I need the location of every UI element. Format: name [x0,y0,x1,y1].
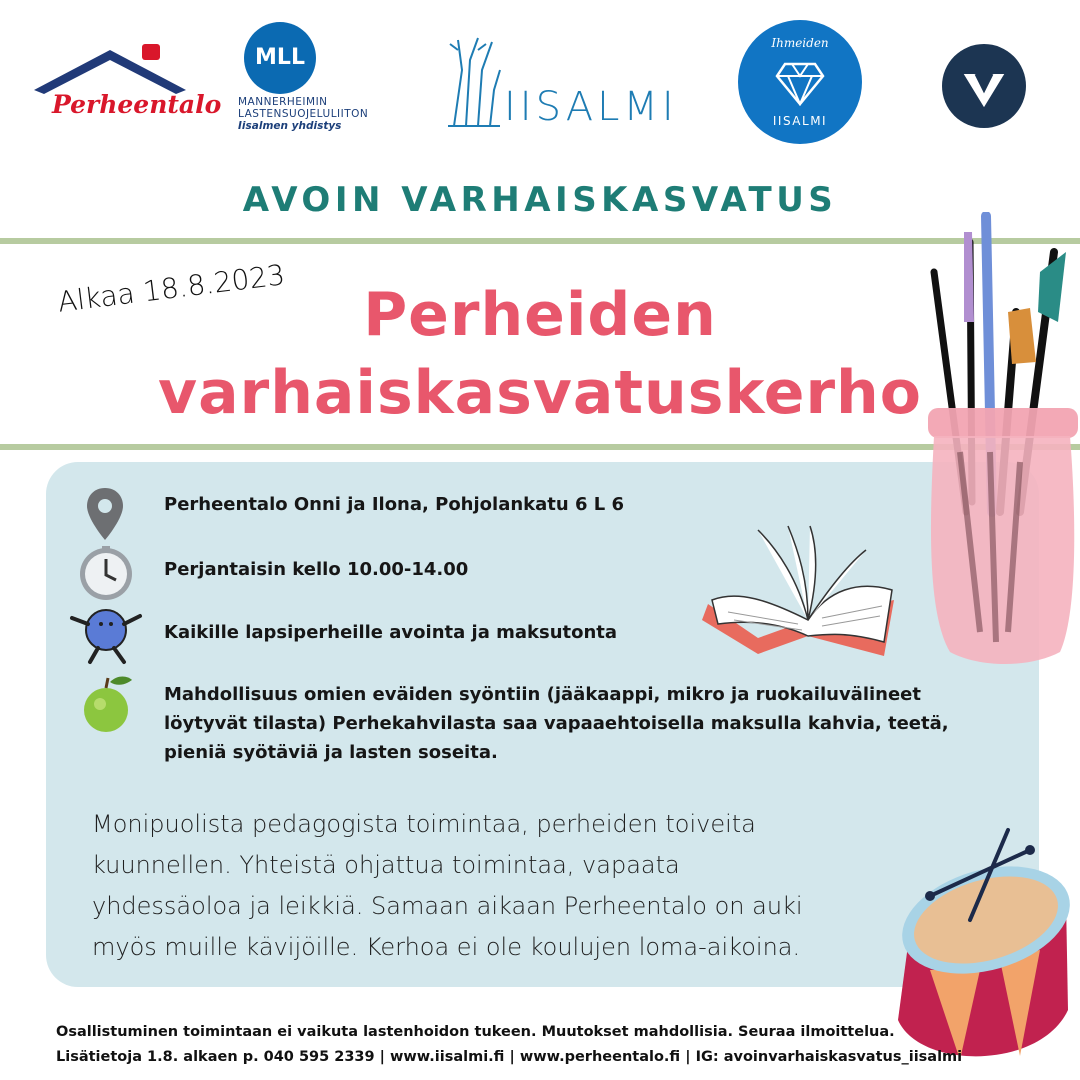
info-audience: Kaikille lapsiperheille avointa ja maksutonta [164,622,618,643]
mll-text [238,96,398,132]
section-subtitle: AVOIN VARHAISKASVATUS [242,180,838,220]
book-illustration [698,520,908,665]
mll-logo [238,20,388,140]
divider-bottom [0,444,1080,450]
clock-icon [78,546,134,602]
info-time: Perjantaisin kello 10.00-14.00 [164,559,469,580]
diamond-icon [775,62,825,106]
location-pin-icon [84,486,126,542]
description [92,804,882,968]
iisalmi-tree-icon [444,30,504,130]
iisalmi-logo [444,30,684,140]
mll-line1: MANNERHEIMIN [238,96,328,108]
info-location: Perheentalo Onni ja Ilona, Pohjolankatu 6 L 6 [164,494,625,515]
ihmeiden-text: Ihmeiden [771,36,829,50]
title-line1: Perheiden [363,280,717,350]
iisalmi-wordmark: IISALMI [504,84,678,130]
description-line3: yhdessäoloa ja leikkiä. Samaan aikaan Perheentalo on auki [92,892,803,920]
description-line4: myös muille kävijöille. Kerhoa ei ole koulujen loma-aikoina. [92,933,801,961]
footer-line1: Osallistuminen toimintaan ei vaikuta lastenhoidon tukeen. Muutokset mahdollisia. Seuraa ilmoittelua. [56,1024,895,1040]
footer [56,1020,962,1070]
info-food-line3: pieniä syötäviä ja lasten soseita. [164,742,498,763]
veikkaus-v-icon [942,44,1026,128]
veikkaus-logo [942,44,1026,128]
start-date: Alkaa 18.8.2023 [56,258,287,319]
page-title [140,276,940,432]
perheentalo-wordmark: Perheentalo [52,90,222,119]
description-line2: kuunnellen. Yhteistä ohjattua toimintaa, vapaata [92,851,680,879]
info-food-line1: Mahdollisuus omien eväiden syöntiin (jääkaappi, mikro ja ruokailuvälineet [164,684,921,705]
info-food [164,680,949,767]
ihmeiden-iisalmi-logo [738,20,862,144]
divider-top [0,238,1080,244]
footer-line2: Lisätietoja 1.8. alkaen p. 040 595 2339 | www.iisalmi.fi | www.perheentalo.fi | IG: avoinvarhaiskasvatus_iisalmi [56,1049,963,1065]
mll-line2: LASTENSUOJELULIITON [238,108,369,120]
blue-character-icon [66,600,146,666]
info-food-line2: löytyvät tilasta) Perhekahvilasta saa vapaaehtoisella maksulla kahvia, teetä, [164,713,949,734]
mll-line3: Iisalmen yhdistys [238,120,342,132]
paint-brushes-jar-illustration [920,212,1080,672]
description-line1: Monipuolista pedagogista toimintaa, perheiden toiveita [92,810,756,838]
perheentalo-logo [30,40,222,130]
title-line2: varhaiskasvatuskerho [158,358,922,428]
mll-badge: MLL [244,22,316,94]
ihmeiden-iisalmi-text: IISALMI [772,114,828,128]
apple-icon [80,672,136,734]
